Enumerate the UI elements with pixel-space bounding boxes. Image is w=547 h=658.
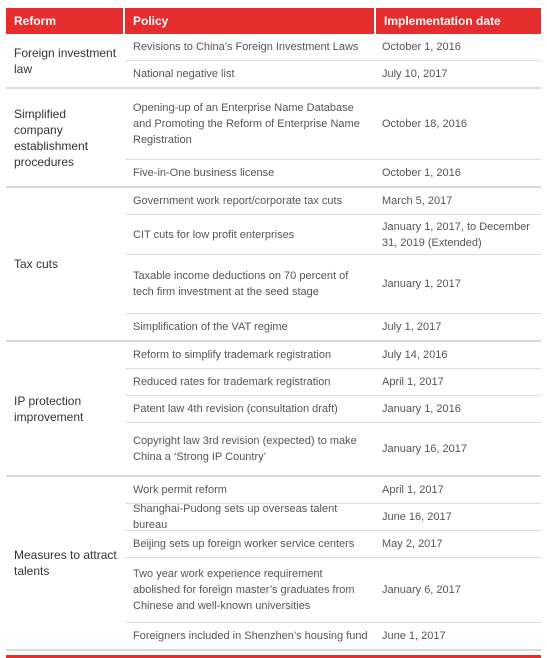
policy-cell: Simplification of the VAT regime <box>133 321 288 333</box>
policy-cell: National negative list <box>133 68 235 80</box>
policy-cell: Revisions to China’s Foreign Investment Laws <box>133 41 359 53</box>
table-row <box>125 61 541 87</box>
reform-group-simplified-company-establishment <box>6 89 541 188</box>
reform-cell: IP protection improvement <box>14 393 84 424</box>
table-row <box>125 423 541 475</box>
date-cell: April 1, 2017 <box>382 484 444 496</box>
date-cell: January 1, 2017 <box>382 278 461 290</box>
table-row <box>125 623 541 649</box>
reform-cell: Simplified company establishment procedures <box>14 106 89 169</box>
header-reform: Reform <box>6 8 125 34</box>
policy-cell: Two year work experience requirement abolished for foreign master’s graduates from Chinese and well-known universities <box>133 568 355 612</box>
reform-group-foreign-investment-law <box>6 34 541 89</box>
reform-cell: Tax cuts <box>14 257 59 271</box>
policy-cell: Patent law 4th revision (consultation draft) <box>133 403 338 415</box>
date-cell: May 2, 2017 <box>382 538 443 550</box>
date-cell: October 1, 2016 <box>382 167 461 179</box>
policy-cell: Government work report/corporate tax cuts <box>133 195 343 207</box>
table-row <box>125 314 541 340</box>
reform-group-attract-talents <box>6 477 541 651</box>
date-cell: March 5, 2017 <box>382 195 453 207</box>
policy-cell: Foreigners included in Shenzhen’s housing fund <box>133 630 368 642</box>
policy-cell: Beijing sets up foreign worker service centers <box>133 538 355 550</box>
date-cell: April 1, 2017 <box>382 376 444 388</box>
date-cell: October 1, 2016 <box>382 41 461 53</box>
date-cell: January 6, 2017 <box>382 584 461 596</box>
table-row <box>125 531 541 558</box>
reform-cell: Measures to attract talents <box>14 548 117 578</box>
policy-cell: Work permit reform <box>133 484 227 496</box>
header-implementation-date: Implementation date <box>384 14 501 28</box>
policy-cell: Reform to simplify trademark registration <box>133 349 332 361</box>
date-cell: June 16, 2017 <box>382 511 452 523</box>
table-row <box>125 255 541 314</box>
date-cell: July 14, 2016 <box>382 349 448 361</box>
table-row <box>125 34 541 61</box>
date-cell: January 1, 2016 <box>382 403 461 415</box>
reform-group-tax-cuts <box>6 188 541 342</box>
table-row <box>125 342 541 369</box>
table-header <box>6 8 541 34</box>
table-row <box>125 160 541 186</box>
reform-cell: Foreign investment law <box>14 45 117 76</box>
date-cell: July 10, 2017 <box>382 68 448 80</box>
policy-cell: Reduced rates for trademark registration <box>133 376 331 388</box>
table-row <box>125 215 541 255</box>
policy-cell: Shanghai-Pudong sets up overseas talent bureau <box>133 503 338 531</box>
policy-cell: Copyright law 3rd revision (expected) to make China a ‘Strong IP Country’ <box>133 435 357 463</box>
table-row <box>125 89 541 160</box>
table-row <box>125 477 541 504</box>
date-cell: October 18, 2016 <box>382 118 468 130</box>
table-row <box>125 369 541 396</box>
date-cell: July 1, 2017 <box>382 321 442 333</box>
date-cell: June 1, 2017 <box>382 630 446 642</box>
table-row <box>125 558 541 623</box>
policy-cell: Five-in-One business license <box>133 167 275 179</box>
table-row <box>125 396 541 423</box>
table-row <box>125 188 541 215</box>
policy-cell: Opening-up of an Enterprise Name Database and Promoting the Reform of Enterprise Name Registration <box>133 102 360 146</box>
policy-cell: CIT cuts for low profit enterprises <box>133 228 295 241</box>
date-cell: January 16, 2017 <box>382 443 468 455</box>
reforms-table <box>6 8 541 658</box>
date-cell: January 1, 2017, to December 31, 2019 (Extended) <box>382 220 530 249</box>
table-row <box>125 504 541 531</box>
policy-cell: Taxable income deductions on 70 percent of tech firm investment at the seed stage <box>133 270 349 298</box>
header-policy: Policy <box>125 8 376 34</box>
reform-group-ip-protection <box>6 342 541 477</box>
